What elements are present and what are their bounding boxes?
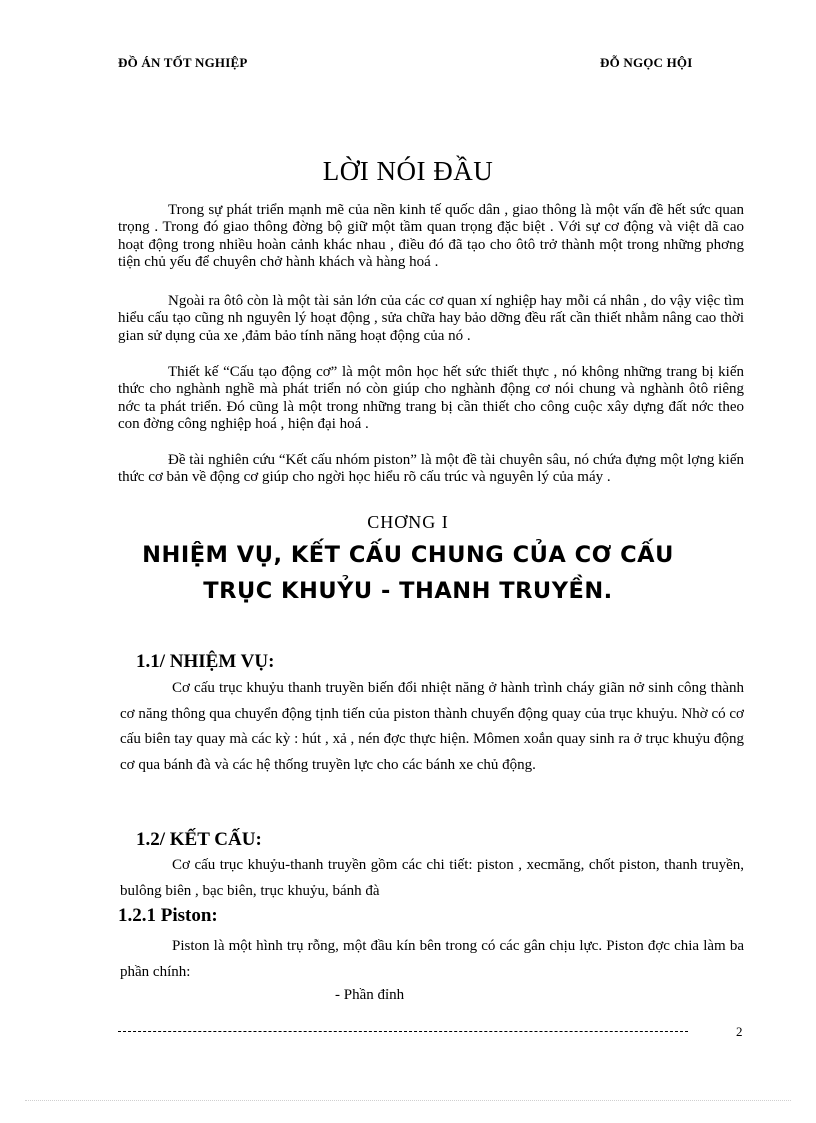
page-number: 2 <box>736 1024 743 1039</box>
section-paragraph: Cơ cấu trục khuỷu-thanh truyền gồm các chi tiết: piston , xecmăng, chốt piston, thanh truyền, bulông biên , bạc biên, trục khuỷu, bánh đà <box>120 857 744 899</box>
intro-paragraph-2 <box>118 293 744 345</box>
footer-divider <box>118 1031 688 1032</box>
intro-paragraph-text: Ngoài ra ôtô còn là một tài sản lớn của các cơ quan xí nghiệp hay mỗi cá nhân , do vậy việc tìm hiểu cấu tạo cũng nh nguyên lý hoạt động , sửa chữa hay bảo dỡng đều rất cần thiết nhằm nâng cao thời gian sử dụng của xe ,đảm bảo tính năng hoạt động của nó . <box>118 293 744 344</box>
list-item: - Phần đỉnh <box>335 987 405 1003</box>
header-left: ĐỒ ÁN TỐT NGHIỆP <box>118 55 248 70</box>
section-1-2-body <box>120 853 744 904</box>
intro-paragraph-1 <box>118 202 744 272</box>
section-heading-1-1: 1.1/ NHIỆM VỤ: <box>136 651 275 672</box>
section-paragraph: Piston là một hình trụ rỗng, một đầu kín bên trong có các gân chịu lực. Piston đợc chia làm ba phần chính: <box>120 938 744 980</box>
intro-paragraph-3 <box>118 364 744 434</box>
header-right: ĐỖ NGỌC HỘI <box>600 55 693 70</box>
section-1-1-body <box>120 676 744 778</box>
chapter-title-line-2: TRỤC KHUỶU - THANH TRUYỀN. <box>203 578 613 604</box>
intro-paragraph-4 <box>118 452 744 487</box>
section-paragraph: Cơ cấu trục khuỷu thanh truyền biến đổi nhiệt năng ở hành trình cháy giãn nở sinh công thành cơ năng thông qua chuyển động tịnh tiến của piston thành chuyển động quay của trục khuỷu. Nhờ có cơ cấu biên tay quay mà các kỳ : hút , xả , nén đợc thực hiện. Mômen xoắn quay sinh ra ở trục khuỷu động cơ qua bánh đà và các hệ thống truyền lực cho các bánh xe chủ động. <box>120 680 744 773</box>
section-heading-1-2: 1.2/ KẾT CẤU: <box>136 829 262 850</box>
intro-paragraph-text: Thiết kế “Cấu tạo động cơ” là một môn học hết sức thiết thực , nó không những trang bị kiến thức cho nghành nghề mà phát triển nó còn giúp cho nghành động cơ nói chung và nghành ôtô riêng nớc ta phát triển. Đó cũng là một trong những trang bị cần thiết cho công cuộc xây dựng đất nớc theo con đờng công nghiệp hoá , hiện đại hoá . <box>118 364 744 433</box>
chapter-label: CHƠNG I <box>367 512 449 532</box>
page-bottom-border <box>25 1100 791 1101</box>
section-heading-1-2-1: 1.2.1 Piston: <box>118 905 218 926</box>
section-1-2-1-body <box>120 934 744 985</box>
intro-paragraph-text: Đề tài nghiên cứu “Kết cấu nhóm piston” là một đề tài chuyên sâu, nó chứa đựng một lợng kiến thức cơ bản về động cơ giúp cho ngời học hiểu rõ cấu trúc và nguyên lý của máy . <box>118 452 744 486</box>
chapter-title-line-1: NHIỆM VỤ, KẾT CẤU CHUNG CỦA CƠ CẤU <box>142 542 674 568</box>
intro-paragraph-text: Trong sự phát triển mạnh mẽ của nền kinh tế quốc dân , giao thông là một vấn đề hết sức quan trọng . Trong đó giao thông đờng bộ giữ một tầm quan trọng đặc biệt . Với sự cơ động và việt dã cao hoạt động trong nhiều hoàn cảnh khác nhau , điều đó đã tạo cho ôtô trở thành một trong những phơng tiện chủ yếu để chuyên chở hành khách và hàng hoá . <box>118 202 744 271</box>
page-title: LỜI NÓI ĐẦU <box>322 156 494 186</box>
